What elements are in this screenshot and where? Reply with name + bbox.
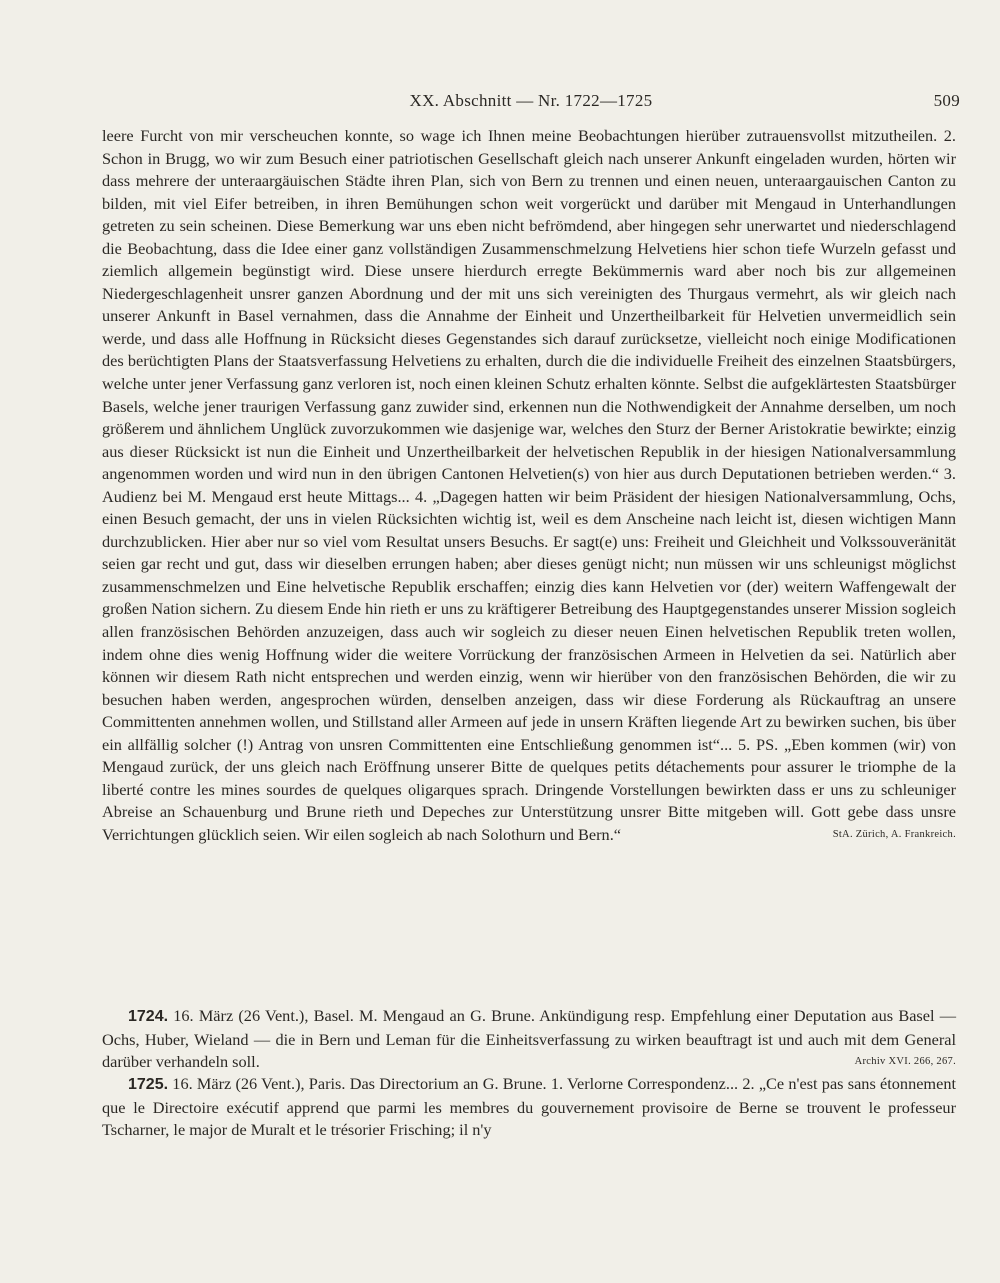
- entry-number: 1724.: [128, 1008, 169, 1025]
- entry-1725: [102, 1073, 956, 1142]
- running-head: [102, 91, 960, 117]
- page-number: 509: [933, 91, 960, 110]
- entry-number: 1725.: [128, 1076, 169, 1093]
- entry-text: 16. März (26 Vent.), Paris. Das Directorium an G. Brune. 1. Verlorne Correspondenz... 2. „Ce n'est pas sans étonnement que le Directoire exécutif apprend que parmi les membres du gouvernement provisoire de Berne se trouvent le professeur Tscharner, le major de Muralt et le trésorier Frisching; il n'y: [102, 1074, 956, 1140]
- section-title: XX. Abschnitt — Nr. 1722—1725: [409, 91, 653, 110]
- main-paragraph: [102, 125, 956, 847]
- entry-1724: [102, 1005, 956, 1074]
- entry-text: 16. März (26 Vent.), Basel. M. Mengaud an G. Brune. Ankündigung resp. Empfehlung einer Deputation aus Basel — Ochs, Huber, Wieland — die in Bern und Leman für die Einheitsverfassung zu wirken beauftragt ist und auch mit dem General darüber verhandeln soll.: [102, 1006, 956, 1072]
- main-text-block: [102, 125, 956, 847]
- entry-source: Archiv XVI. 266, 267.: [854, 1056, 956, 1068]
- main-paragraph-text: leere Furcht von mir verscheuchen konnte, so wage ich Ihnen meine Beobachtungen hierüber zutrauensvollst mitzutheilen. 2. Schon in Brugg, wo wir zum Besuch einer patriotischen Gesellschaft gleich nach unserer Ankunft eingeladen wurden, hörten wir dass mehrere der unteraargäuischen Städte ihren Plan, sich von Bern zu trennen und einen neuen, unteraargauischen Canton zu bilden, mit viel Eifer betreiben, in ihren Bemühungen schon weit vorgerückt und darüber mit Mengaud in Unterhandlungen getreten zu sein scheinen. Diese Bemerkung war uns eben nicht befrömdend, aber hingegen sehr unerwartet und niederschlagend die Beobachtung, dass die Idee einer ganz vollständigen Zusammenschmelzung Helvetiens hier schon tiefe Wurzeln gefasst und ziemlich allgemein begünstigt wird. Diese unsere hierdurch erregte Bekümmernis ward aber noch bis zur allgemeinen Niedergeschlagenheit unsrer ganzen Abordnung und der mit uns sich vereinigten des Thurgaus vermehrt, als wir gleich nach unserer Ankunft in Basel vernahmen, dass die Annahme der Einheit und Unzertheilbarkeit für Helvetien unvermeidlich sein werde, und dass alle Hoffnung in Rücksicht dieses Gegenstandes sich darauf zurücksetze, vielleicht noch einige Modificationen des berüchtigten Plans der Staatsverfassung Helvetiens zu erhalten, durch die die individuelle Freiheit des einzelnen Staatsbürgers, welche unter jener Verfassung ganz verloren ist, noch einen kleinen Schutz erhalten könnte. Selbst die aufgeklärtesten Staatsbürger Basels, welche jener traurigen Verfassung ganz zuwider sind, erkennen nun die Nothwendigkeit der Annahme derselben, um noch größerem und ähnlichem Unglück zuvorzukommen wie dasjenige war, welches den Sturz der Berner Aristokratie bewirkte; einzig aus dieser Rücksickt ist nun die Einheit und Unzertheilbarkeit der helvetischen Republik in der hiesigen Nationalversammlung angenommen worden und wird nun in den übrigen Cantonen Helvetien(s) von hier aus durch Deputationen betrieben werden.“ 3. Audienz bei M. Mengaud erst heute Mittags... 4. „Dagegen hatten wir beim Präsident der hiesigen Nationalversammlung, Ochs, einen Besuch gemacht, der uns in vielen Rücksichten wichtig ist, weil es dem Anscheine nach leicht ist, diesen wichtigen Mann durchzublicken. Hier aber nur so viel vom Resultat unsers Besuchs. Er sagt(e) uns: Freiheit und Gleichheit und Volkssouveränität seien gar recht und gut, dass wir dieselben errungen haben; aber dieses genügt nicht; nun müssen wir uns schleunigst möglichst zusammenschmelzen und Eine helvetische Republik erschaffen; einzig dies kann Helvetien vor (der) weitern Waffengewalt der großen Nation sichern. Zu diesem Ende hin rieth er uns zu kräftigerer Betreibung des Hauptgegenstandes unserer Mission sogleich allen französischen Behörden anzuzeigen, dass auch wir sogleich zu dieser neuen Einen helvetischen Republik treten wollen, indem ohne dies wenig Hoffnung wider die weitere Vorrückung der französischen Armeen in Helvetien da sei. Natürlich aber können wir diesem Rath nicht entsprechen und werden einzig, wenn wir hierüber von den französischen Behörden, die wir zu besuchen haben werden, angesprochen würden, denselben anzeigen, dass wir diese Forderung als Rückauftrag an unsere Committenten annehmen wollen, und Stillstand aller Armeen auf jede in unsern Kräften liegende Art zu bewirken suchen, bis über ein allfällig solcher (!) Antrag von unsren Committenten eine Entschließung genommen ist“... 5. PS. „Eben kommen (wir) von Mengaud zurück, der uns gleich nach Eröffnung unserer Bitte de quelques petits détachements pour assurer le triomphe de la liberté contre les mines sourdes de quelques oligarques sprach. Dringende Vorstellungen bewirkten dass er uns zu schleuniger Abreise an Schauenburg und Brune rieth und Depeches zur Unterstützung unsrer Bitte mitgeben will. Gott gebe dass unsre Verrichtungen glücklich seien. Wir eilen sogleich ab nach Solothurn und Bern.“: [102, 126, 956, 844]
- source-reference: StA. Zürich, A. Frankreich.: [832, 828, 956, 840]
